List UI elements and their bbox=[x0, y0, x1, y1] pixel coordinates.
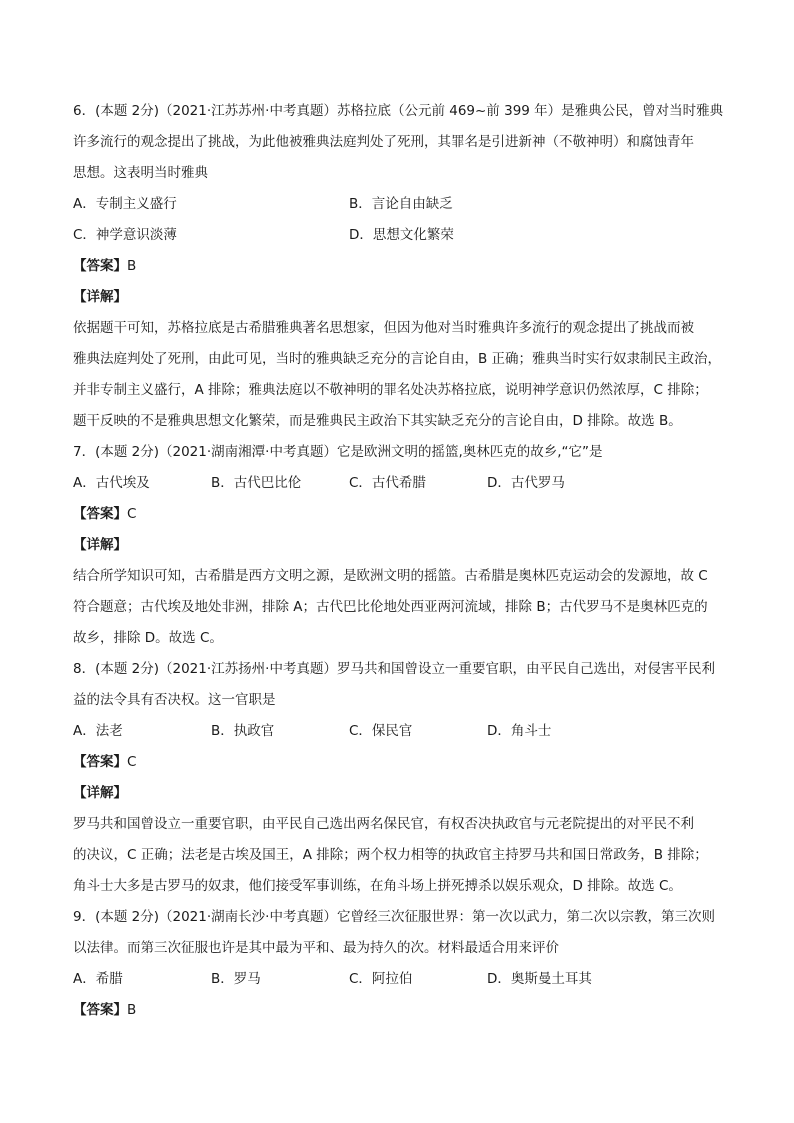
question-stem-line: 7．(本题 2分)（2021·湖南湘潭·中考真题）它是欧洲文明的摇篮,奥林匹克的故乡,“它”是 bbox=[73, 444, 603, 460]
option-b: B．罗马 bbox=[211, 971, 261, 987]
option-b: B．古代巴比伦 bbox=[211, 475, 302, 491]
question-stem-line: 许多流行的观念提出了挑战，为此他被雅典法庭判处了死刑，其罪名是引进新神（不敬神明）和腐蚀青年 bbox=[73, 134, 694, 150]
option-a: A．古代埃及 bbox=[73, 475, 150, 491]
option-c: C．保民官 bbox=[349, 723, 413, 739]
detail-line: 雅典法庭判处了死刑，由此可见，当时的雅典缺乏充分的言论自由，B 正确；雅典当时实行奴隶制民主政治， bbox=[73, 351, 722, 367]
option-d: D．奥斯曼土耳其 bbox=[487, 971, 592, 987]
option-d: D．古代罗马 bbox=[487, 475, 565, 491]
options-row bbox=[73, 716, 725, 747]
question-stem-line: 8．(本题 2分)（2021·江苏扬州·中考真题）罗马共和国曾设立一重要官职，由平民自己选出，对侵害平民利 bbox=[73, 661, 715, 677]
answer-label: 【答案】 bbox=[73, 754, 127, 770]
options-row bbox=[73, 189, 725, 220]
option-d: D．角斗士 bbox=[487, 723, 552, 739]
answer-line bbox=[73, 747, 725, 778]
answer-value: B bbox=[127, 1002, 137, 1018]
question-7 bbox=[73, 437, 725, 654]
question-stem-line: 6．(本题 2分)（2021·江苏苏州·中考真题）苏格拉底（公元前 469~前 399 年）是雅典公民，曾对当时雅典 bbox=[73, 103, 724, 119]
option-a: A．专制主义盛行 bbox=[73, 196, 177, 212]
answer-label: 【答案】 bbox=[73, 506, 127, 522]
answer-line bbox=[73, 499, 725, 530]
detail-label: 【详解】 bbox=[73, 785, 127, 801]
answer-value: C bbox=[127, 754, 137, 770]
answer-value: B bbox=[127, 258, 137, 274]
detail-line: 题干反映的不是雅典思想文化繁荣，而是雅典民主政治下其实缺乏充分的言论自由，D 排除。故选 B。 bbox=[73, 413, 682, 429]
answer-label: 【答案】 bbox=[73, 1002, 127, 1018]
detail-line: 的决议，C 正确；法老是古埃及国王，A 排除；两个权力相等的执政官主持罗马共和国日常政务，B 排除； bbox=[73, 847, 708, 863]
question-stem-line: 益的法令具有否决权。这一官职是 bbox=[73, 692, 276, 708]
option-b: B．执政官 bbox=[211, 723, 275, 739]
option-b: B．言论自由缺乏 bbox=[349, 196, 453, 212]
question-9 bbox=[73, 902, 725, 1026]
option-a: A．希腊 bbox=[73, 971, 123, 987]
question-stem-line: 9．(本题 2分)（2021·湖南长沙·中考真题）它曾经三次征服世界：第一次以武力，第二次以宗教，第三次则 bbox=[73, 909, 715, 925]
document-page bbox=[73, 96, 725, 1026]
detail-line: 故乡，排除 D。故选 C。 bbox=[73, 630, 223, 646]
detail-line: 并非专制主义盛行，A 排除；雅典法庭以不敬神明的罪名处决苏格拉底，说明神学意识仍然浓厚，C 排除； bbox=[73, 382, 708, 398]
detail-line: 符合题意；古代埃及地处非洲，排除 A；古代巴比伦地处西亚两河流域，排除 B；古代罗马不是奥林匹克的 bbox=[73, 599, 708, 615]
answer-value: C bbox=[127, 506, 137, 522]
options-row bbox=[73, 468, 725, 499]
detail-line: 罗马共和国曾设立一重要官职，由平民自己选出两名保民官，有权否决执政官与元老院提出的对平民不利 bbox=[73, 816, 694, 832]
detail-label: 【详解】 bbox=[73, 537, 127, 553]
answer-line bbox=[73, 251, 725, 282]
option-a: A．法老 bbox=[73, 723, 123, 739]
option-c: C．阿拉伯 bbox=[349, 971, 413, 987]
option-d: D．思想文化繁荣 bbox=[349, 227, 454, 243]
question-stem-line: 以法律。而第三次征服也许是其中最为平和、最为持久的次。材料最适合用来评价 bbox=[73, 940, 559, 956]
option-c: C．神学意识淡薄 bbox=[73, 227, 177, 243]
detail-line: 结合所学知识可知，古希腊是西方文明之源，是欧洲文明的摇篮。古希腊是奥林匹克运动会的发源地，故 C bbox=[73, 568, 708, 584]
answer-line bbox=[73, 995, 725, 1026]
options-row bbox=[73, 220, 725, 251]
detail-line: 依据题干可知，苏格拉底是古希腊雅典著名思想家，但因为他对当时雅典许多流行的观念提出了挑战而被 bbox=[73, 320, 694, 336]
detail-line: 角斗士大多是古罗马的奴隶，他们接受军事训练，在角斗场上拼死搏杀以娱乐观众，D 排除。故选 C。 bbox=[73, 878, 682, 894]
option-c: C．古代希腊 bbox=[349, 475, 426, 491]
question-stem-line: 思想。这表明当时雅典 bbox=[73, 165, 208, 181]
answer-label: 【答案】 bbox=[73, 258, 127, 274]
options-row bbox=[73, 964, 725, 995]
question-6 bbox=[73, 96, 725, 437]
detail-label: 【详解】 bbox=[73, 289, 127, 305]
question-8 bbox=[73, 654, 725, 902]
